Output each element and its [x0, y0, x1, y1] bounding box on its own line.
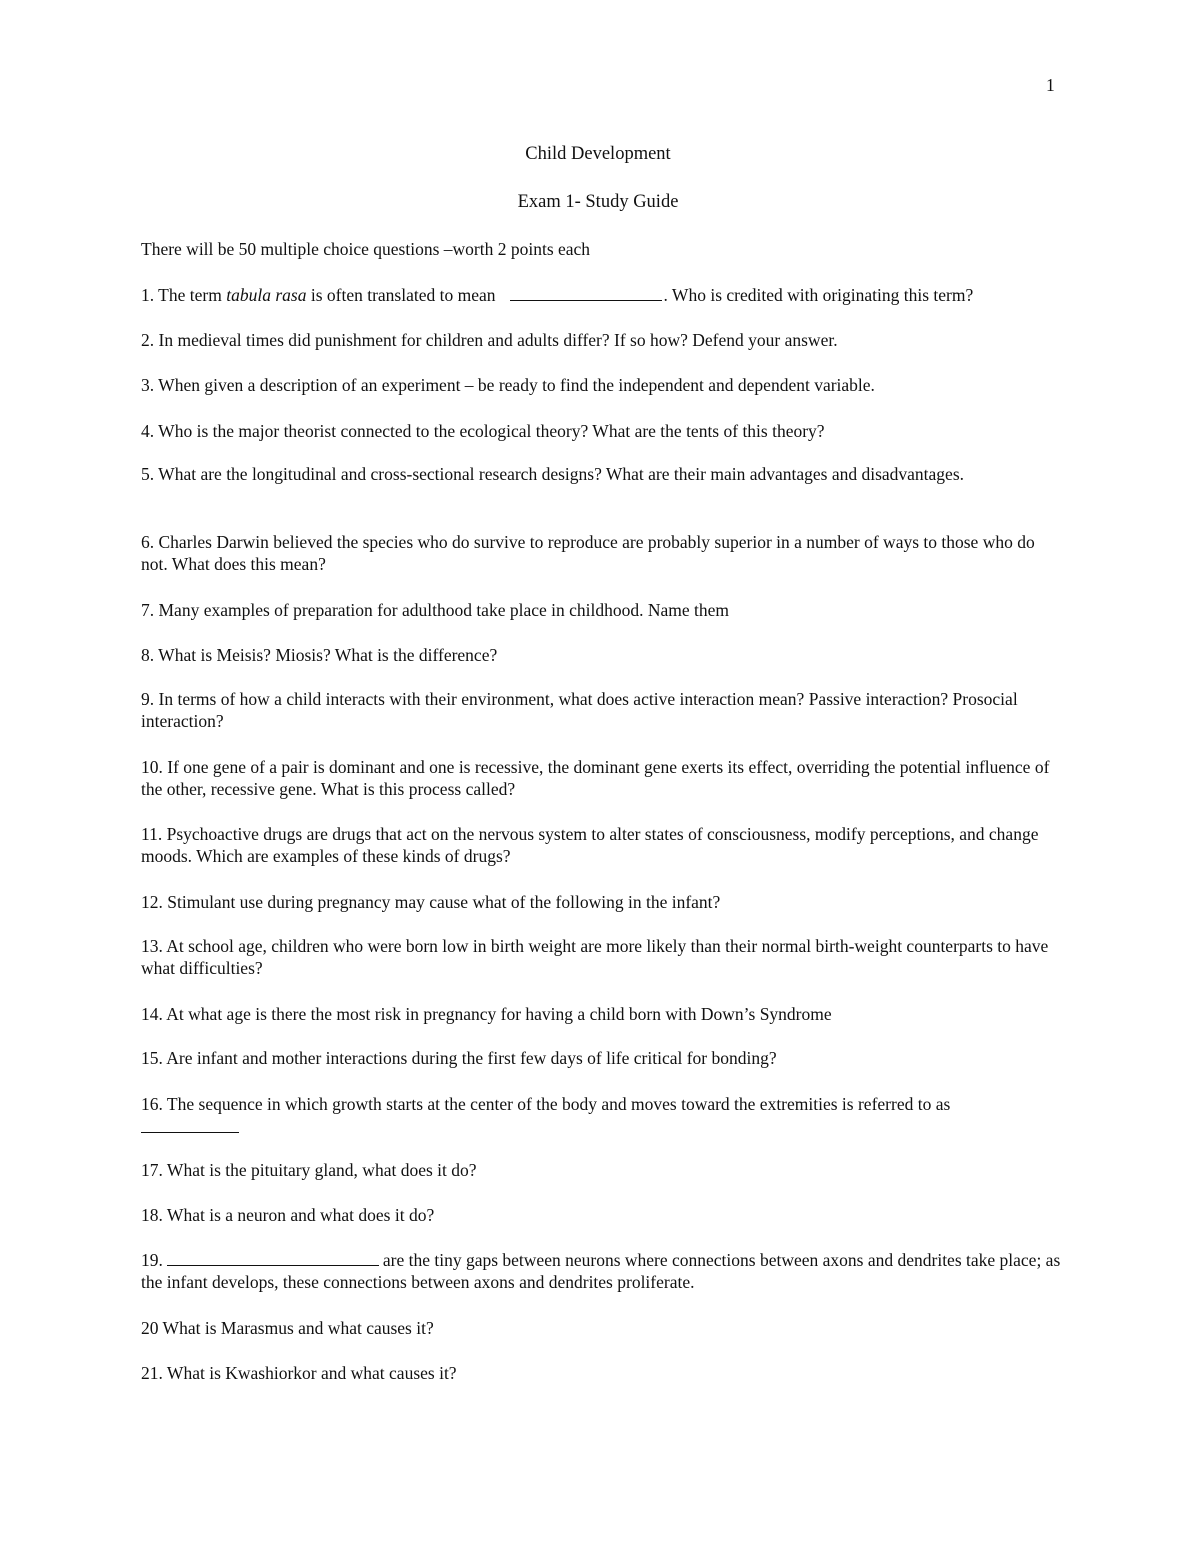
page-number: 1 [1046, 75, 1055, 95]
question-18: 18. What is a neuron and what does it do? [141, 1205, 435, 1225]
question-2: 2. In medieval times did punishment for children and adults differ? If so how? Defend your answer. [141, 330, 838, 350]
question-6: 6. Charles Darwin believed the species who do survive to reproduce are probably superior in a number of ways to those who do not. What does this mean? [141, 532, 1035, 574]
question-19-suffix: are the tiny gaps between neurons where connections between axons and dendrites take place; as the infant develops, these connections between axons and dendrites proliferate. [141, 1250, 1061, 1292]
question-16: 16. The sequence in which growth starts at the center of the body and moves toward the extremities is referred to as [141, 1094, 951, 1114]
answer-blank [167, 1251, 379, 1266]
answer-blank [141, 1118, 239, 1133]
document-title: Child Development [525, 144, 671, 164]
question-3: 3. When given a description of an experiment – be ready to find the independent and dependent variable. [141, 375, 875, 395]
question-5: 5. What are the longitudinal and cross-sectional research designs? What are their main advantages and disadvantages. [141, 464, 965, 484]
question-16-blank [141, 1116, 1061, 1138]
answer-blank [510, 286, 662, 301]
question-1-middle: is often translated to mean [306, 285, 496, 305]
question-9: 9. In terms of how a child interacts with their environment, what does active interaction mean? Passive interaction? Prosocial interaction? [141, 689, 1018, 731]
document-subtitle: Exam 1- Study Guide [517, 192, 679, 212]
question-1 [141, 284, 1061, 306]
question-14: 14. At what age is there the most risk in pregnancy for having a child born with Down’s Syndrome [141, 1004, 832, 1024]
intro-text: There will be 50 multiple choice questions –worth 2 points each [141, 239, 591, 259]
question-20: 20 What is Marasmus and what causes it? [141, 1318, 434, 1338]
question-19-prefix: 19. [141, 1250, 163, 1270]
question-21: 21. What is Kwashiorkor and what causes it? [141, 1363, 457, 1383]
question-4: 4. Who is the major theorist connected to the ecological theory? What are the tents of this theory? [141, 421, 825, 441]
question-19 [141, 1249, 1061, 1293]
question-1-term: tabula rasa [226, 285, 307, 305]
question-1-suffix: . Who is credited with originating this term? [663, 285, 974, 305]
question-17: 17. What is the pituitary gland, what does it do? [141, 1160, 477, 1180]
question-13: 13. At school age, children who were born low in birth weight are more likely than their normal birth-weight counterparts to have what difficulties? [141, 936, 1049, 978]
question-8: 8. What is Meisis? Miosis? What is the difference? [141, 645, 498, 665]
question-10: 10. If one gene of a pair is dominant and one is recessive, the dominant gene exerts its effect, overriding the potential influence of the other, recessive gene. What is this process called? [141, 757, 1050, 799]
question-12: 12. Stimulant use during pregnancy may cause what of the following in the infant? [141, 892, 721, 912]
question-15: 15. Are infant and mother interactions during the first few days of life critical for bonding? [141, 1048, 777, 1068]
question-7: 7. Many examples of preparation for adulthood take place in childhood. Name them [141, 600, 730, 620]
question-11: 11. Psychoactive drugs are drugs that act on the nervous system to alter states of consciousness, modify perceptions, and change moods. Which are examples of these kinds of drugs? [141, 824, 1039, 866]
question-1-prefix: 1. The term [141, 285, 227, 305]
